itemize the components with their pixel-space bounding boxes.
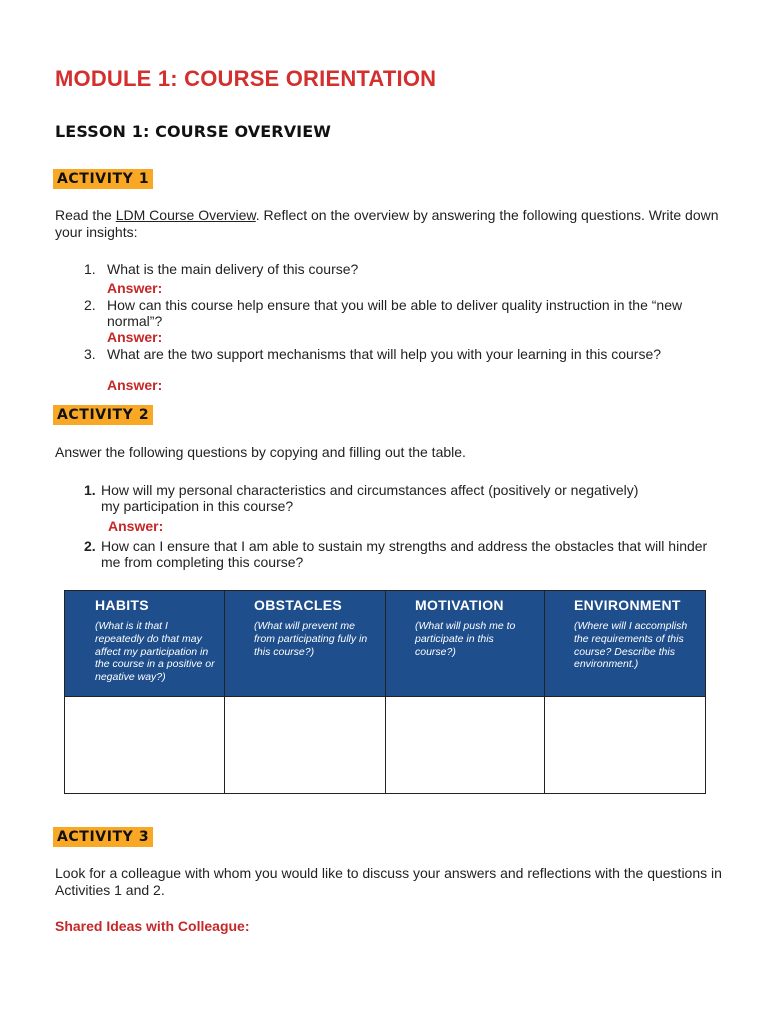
column-habits <box>65 591 225 697</box>
question-number: 1. <box>84 482 96 498</box>
activity-1-answer-2: Answer: <box>107 329 163 345</box>
column-obstacles <box>225 591 386 697</box>
activity-1-intro-text-start: Read the <box>55 207 116 223</box>
question-number: 3. <box>84 346 96 362</box>
module-title: MODULE 1: COURSE ORIENTATION <box>55 66 437 91</box>
question-text: What are the two support mechanisms that will help you with your learning in this course? <box>107 346 662 362</box>
column-heading: OBSTACLES <box>254 597 342 613</box>
question-number: 2. <box>84 297 96 313</box>
table-header-row <box>65 591 706 697</box>
activity-2-question-2 <box>84 538 724 570</box>
column-environment <box>545 591 706 697</box>
lesson-title: LESSON 1: COURSE OVERVIEW <box>55 122 332 141</box>
column-heading: ENVIRONMENT <box>574 597 681 613</box>
question-number: 1. <box>84 261 96 277</box>
column-description: (Where will I accomplish the requirements of this course? Describe this environment.) <box>574 620 688 671</box>
activity-3-intro: Look for a colleague with whom you would like to discuss your answers and reflections with the questions in Activities 1 and 2. <box>55 865 722 898</box>
question-text: What is the main delivery of this course? <box>107 261 359 277</box>
question-number: 2. <box>84 538 96 554</box>
column-description: (What will push me to participate in this course?) <box>415 620 516 658</box>
activity-1-intro <box>55 207 725 240</box>
column-motivation <box>386 591 545 697</box>
activity-1-question-1 <box>84 261 724 277</box>
question-text: How can I ensure that I am able to sustain my strengths and address the obstacles that will hinder me from completing this course? <box>101 538 708 570</box>
activity-3-label: ACTIVITY 3 <box>53 827 153 847</box>
obstacles-cell[interactable] <box>225 697 386 794</box>
column-heading: HABITS <box>95 597 149 613</box>
activity-2-label: ACTIVITY 2 <box>53 405 153 425</box>
column-description: (What will prevent me from participating fully in this course?) <box>254 620 368 658</box>
question-text: How can this course help ensure that you will be able to deliver quality instruction in the “new normal”? <box>107 297 683 329</box>
ldm-course-overview-link[interactable]: LDM Course Overview <box>115 207 256 223</box>
table-row <box>65 697 706 794</box>
activity-2-intro: Answer the following questions by copying and filling out the table. <box>55 444 466 460</box>
shared-ideas-label: Shared Ideas with Colleague: <box>55 918 250 934</box>
activity-1-question-2 <box>84 297 724 329</box>
motivation-cell[interactable] <box>386 697 545 794</box>
activity-2-question-1 <box>84 482 724 514</box>
activity-1-label: ACTIVITY 1 <box>53 169 153 189</box>
environment-cell[interactable] <box>545 697 706 794</box>
habits-cell[interactable] <box>65 697 225 794</box>
column-heading: MOTIVATION <box>415 597 504 613</box>
activity-1-intro-text-end: . Reflect on the overview by answering the following questions. Write down your insights: <box>55 207 719 240</box>
activity-1-answer-1: Answer: <box>107 280 163 296</box>
column-description: (What is it that I repeatedly do that may affect my participation in the course in a positive or negative way?) <box>95 620 215 684</box>
question-text: How will my personal characteristics and circumstances affect (positively or negatively) my participation in this course? <box>101 482 639 514</box>
activity-1-question-3 <box>84 346 724 378</box>
reflection-table <box>64 590 706 794</box>
activity-2-answer-1: Answer: <box>108 518 164 534</box>
activity-1-answer-3: Answer: <box>107 377 163 393</box>
